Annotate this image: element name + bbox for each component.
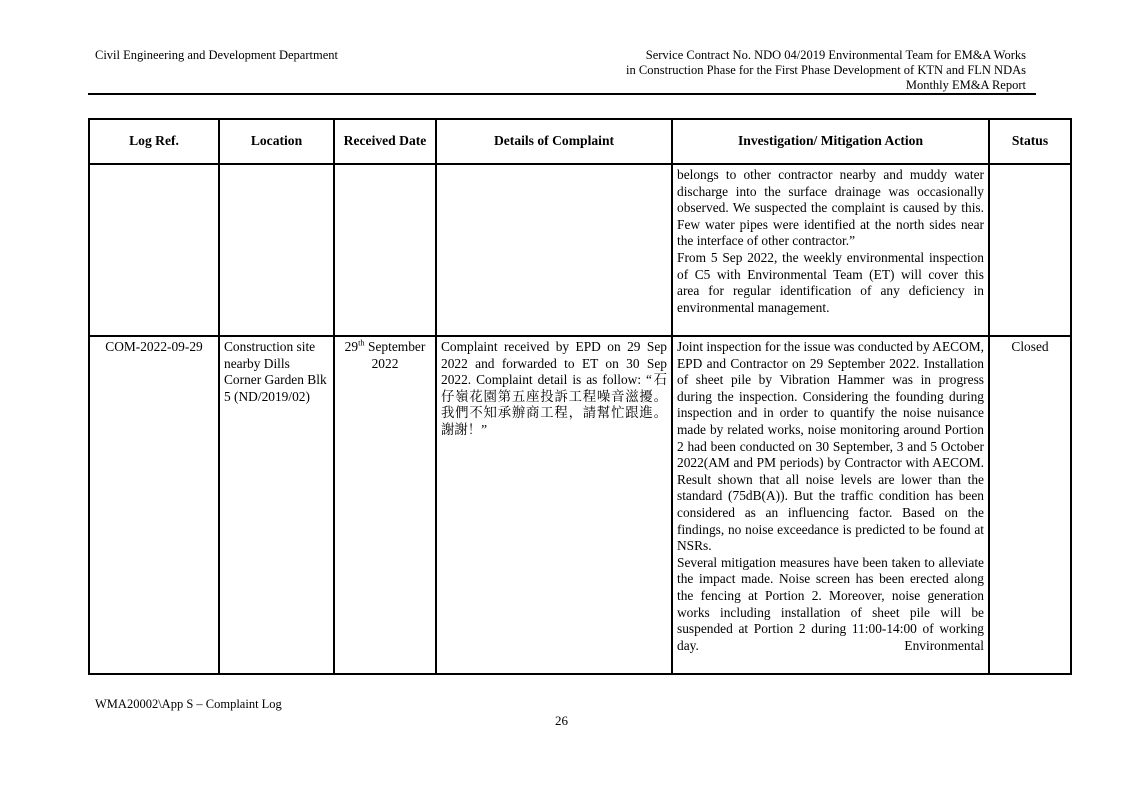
cell-log-ref <box>89 164 219 336</box>
cell-investigation <box>672 164 989 336</box>
received-date-day: 29 <box>344 339 359 354</box>
report-title-block <box>626 48 1026 93</box>
investigation-paragraph: From 5 Sep 2022, the weekly environmental inspection of C5 with Environmental Team (ET) will cover this area for regular identification of any deficiency in environmental management. <box>677 249 984 315</box>
page-number: 26 <box>555 713 568 728</box>
cell-investigation <box>672 336 989 674</box>
document-reference: WMA20002\App S – Complaint Log <box>95 697 282 711</box>
header-rule <box>88 93 1036 95</box>
col-header-log-ref: Log Ref. <box>89 119 219 164</box>
cell-location <box>219 164 334 336</box>
cell-received-date <box>334 164 436 336</box>
received-date-year: 2022 <box>371 355 399 371</box>
cell-received-date <box>334 336 436 674</box>
cell-details <box>436 164 672 336</box>
received-date-month: September <box>364 339 426 354</box>
cell-log-ref: COM-2022-09-29 <box>89 336 219 674</box>
table-row-com-2022-09-29 <box>89 336 1071 674</box>
investigation-paragraph: belongs to other contractor nearby and muddy water discharge into the surface drainage was occasionally observed. We suspected the complaint is caused by this. Few water pipes were identified at the north sides near the interface of other contractor.” <box>677 167 984 249</box>
cell-location: Construction site nearby Dills Corner Garden Blk 5 (ND/2019/02) <box>219 336 334 674</box>
investigation-paragraph: Joint inspection for the issue was conducted by AECOM, EPD and Contractor on 29 September 2022. Installation of sheet pile by Vibration Hammer was in progress during the inspection. Considering the founding during inspection and in order to quantify the noise nuisance made by related works, noise monitoring around Portion 2 had been conducted on 30 September, 3 and 5 October 2022(AM and PM periods) by Contractor with AECOM. Result shown that all noise levels are lower than the standard (75dB(A)). But the traffic condition has been considered as an influencing factor. Based on the findings, no noise exceedance is predicted to be found at NSRs. <box>677 339 984 554</box>
col-header-investigation: Investigation/ Mitigation Action <box>672 119 989 164</box>
report-type-line: Monthly EM&A Report <box>905 78 1026 92</box>
department-title: Civil Engineering and Development Department <box>95 48 338 62</box>
table-row-continuation <box>89 164 1071 336</box>
complaint-log-table <box>88 118 1072 675</box>
investigation-paragraph: Several mitigation measures have been taken to alleviate the impact made. Noise screen has been erected along the fencing at Portion 2. Moreover, noise generation works including installation of sheet pile will be suspended at Portion 2 during 11:00-14:00 of working day. Environmental <box>677 554 984 653</box>
table-header-row <box>89 119 1071 164</box>
col-header-details: Details of Complaint <box>436 119 672 164</box>
cell-details: Complaint received by EPD on 29 Sep 2022 and forwarded to ET on 30 Sep 2022. Complaint detail is as follow: “石仔嶺花園第五座投訴工程噪音滋擾。我們不知承辦商工程，請幫忙跟進。謝謝！” <box>436 336 672 674</box>
col-header-status: Status <box>989 119 1071 164</box>
received-date-ordinal: th <box>358 337 365 348</box>
cell-status: Closed <box>989 336 1071 674</box>
cell-status <box>989 164 1071 336</box>
contract-title-line1: Service Contract No. NDO 04/2019 Environmental Team for EM&A Works <box>645 48 1026 62</box>
contract-title-line2: in Construction Phase for the First Phase Development of KTN and FLN NDAs <box>626 63 1026 77</box>
col-header-received-date: Received Date <box>334 119 436 164</box>
col-header-location: Location <box>219 119 334 164</box>
